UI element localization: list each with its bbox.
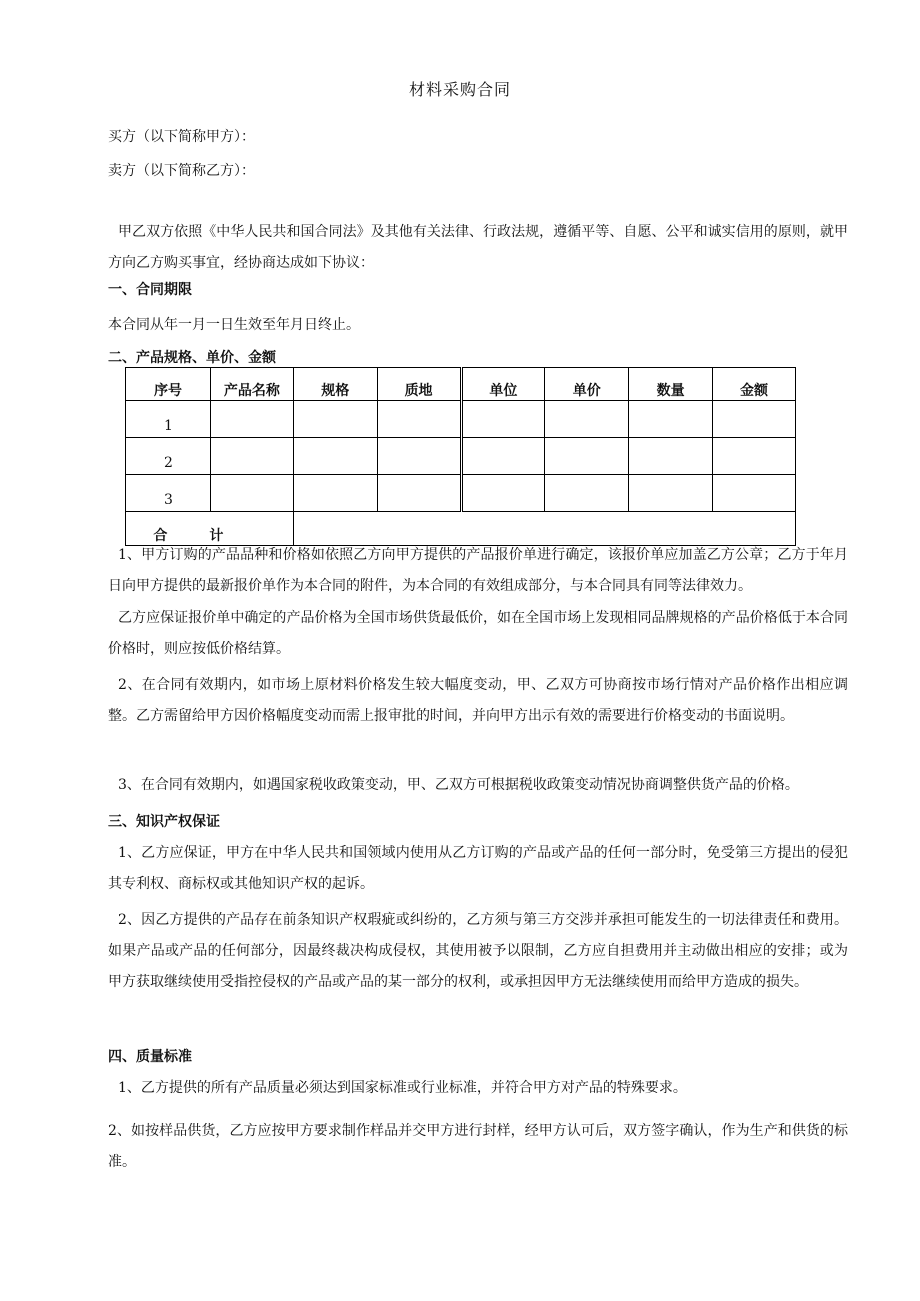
table-cell (629, 475, 713, 512)
intro-paragraph: 甲乙双方依照《中华人民共和国合同法》及其他有关法律、行政法规，遵循平等、自愿、公平和诚实信用的原则，就甲方向乙方购买事宜，经协商达成如下协议： (108, 224, 848, 271)
table-cell (210, 475, 293, 512)
header-quantity: 数量 (629, 368, 713, 401)
section3-paragraph-2: 2、因乙方提供的产品存在前条知识产权瑕疵或纠纷的，乙方须与第三方交涉并承担可能发生的一切法律责任和费用。如果产品或产品的任何部分，因最终裁决构成侵权，其使用被予以限制，乙方应自担费用并主动做出相应的安排；或为甲方获取继续使用受指控侵权的产品或产品的某一部分的权利，或承担因甲方无法继续使用而给甲方造成的损失。 (108, 912, 848, 990)
table-cell (545, 475, 629, 512)
section4-heading: 四、质量标准 (108, 1049, 192, 1065)
row-index: 3 (126, 475, 211, 512)
table-cell (713, 475, 796, 512)
table-cell (545, 438, 629, 475)
table-cell (713, 401, 796, 438)
table-cell (461, 475, 545, 512)
section3-paragraph-1: 1、乙方应保证，甲方在中华人民共和国领域内使用从乙方订购的产品或产品的任何一部分时，免受第三方提出的侵犯其专利权、商标权或其他知识产权的起诉。 (108, 845, 848, 892)
table-cell (377, 438, 461, 475)
table-row (126, 401, 796, 438)
table-cell (377, 475, 461, 512)
header-index: 序号 (126, 368, 211, 401)
table-cell (629, 438, 713, 475)
table-cell (293, 475, 377, 512)
section4-paragraph-1: 1、乙方提供的所有产品质量必须达到国家标准或行业标准，并符合甲方对产品的特殊要求。 (118, 1080, 687, 1096)
section1-text: 本合同从年一月一日生效至年月日终止。 (108, 317, 360, 333)
table-cell (377, 401, 461, 438)
table-cell (629, 401, 713, 438)
row-index: 1 (126, 401, 211, 438)
table-cell (545, 401, 629, 438)
table-row (126, 475, 796, 512)
header-unit: 单位 (461, 368, 545, 401)
table-cell (293, 438, 377, 475)
buyer-label: 买方（以下简称甲方）： (108, 129, 255, 145)
table-cell (210, 438, 293, 475)
table-cell (461, 401, 545, 438)
section2-paragraph-1b: 乙方应保证报价单中确定的产品价格为全国市场供货最低价，如在全国市场上发现相同品牌规格的产品价格低于本合同价格时，则应按低价格结算。 (108, 610, 848, 657)
section1-heading: 一、合同期限 (108, 282, 192, 298)
table-cell (210, 401, 293, 438)
table-header-row (126, 368, 796, 401)
section2-heading: 二、产品规格、单价、金额 (108, 350, 276, 366)
row-index: 2 (126, 438, 211, 475)
document-title: 材料采购合同 (408, 80, 511, 99)
seller-label: 卖方（以下简称乙方）： (108, 163, 255, 179)
product-table (125, 367, 796, 546)
section2-paragraph-1: 1、甲方订购的产品品种和价格如依照乙方向甲方提供的产品报价单进行确定，该报价单应加盖乙方公章；乙方于年月日向甲方提供的最新报价单作为本合同的附件，为本合同的有效组成部分，与本合同具有同等法律效力。 (108, 547, 848, 594)
section2-paragraph-3: 3、在合同有效期内，如遇国家税收政策变动，甲、乙双方可根据税收政策变动情况协商调整供货产品的价格。 (118, 777, 799, 793)
header-spec: 规格 (293, 368, 377, 401)
section2-paragraph-2: 2、在合同有效期内，如市场上原材料价格发生较大幅度变动，甲、乙双方可协商按市场行情对产品价格作出相应调整。乙方需留给甲方因价格幅度变动而需上报审批的时间，并向甲方出示有效的需要进行价格变动的书面说明。 (108, 677, 848, 724)
section3-heading: 三、知识产权保证 (108, 814, 220, 830)
header-product-name: 产品名称 (210, 368, 293, 401)
table-row (126, 438, 796, 475)
total-label: 合计 (126, 512, 294, 546)
table-cell (461, 438, 545, 475)
header-amount: 金额 (713, 368, 796, 401)
section4-paragraph-2: 2、如按样品供货，乙方应按甲方要求制作样品并交甲方进行封样，经甲方认可后，双方签字确认，作为生产和供货的标准。 (108, 1123, 848, 1170)
table-cell (713, 438, 796, 475)
header-unit-price: 单价 (545, 368, 629, 401)
table-cell (293, 401, 377, 438)
header-material: 质地 (377, 368, 461, 401)
